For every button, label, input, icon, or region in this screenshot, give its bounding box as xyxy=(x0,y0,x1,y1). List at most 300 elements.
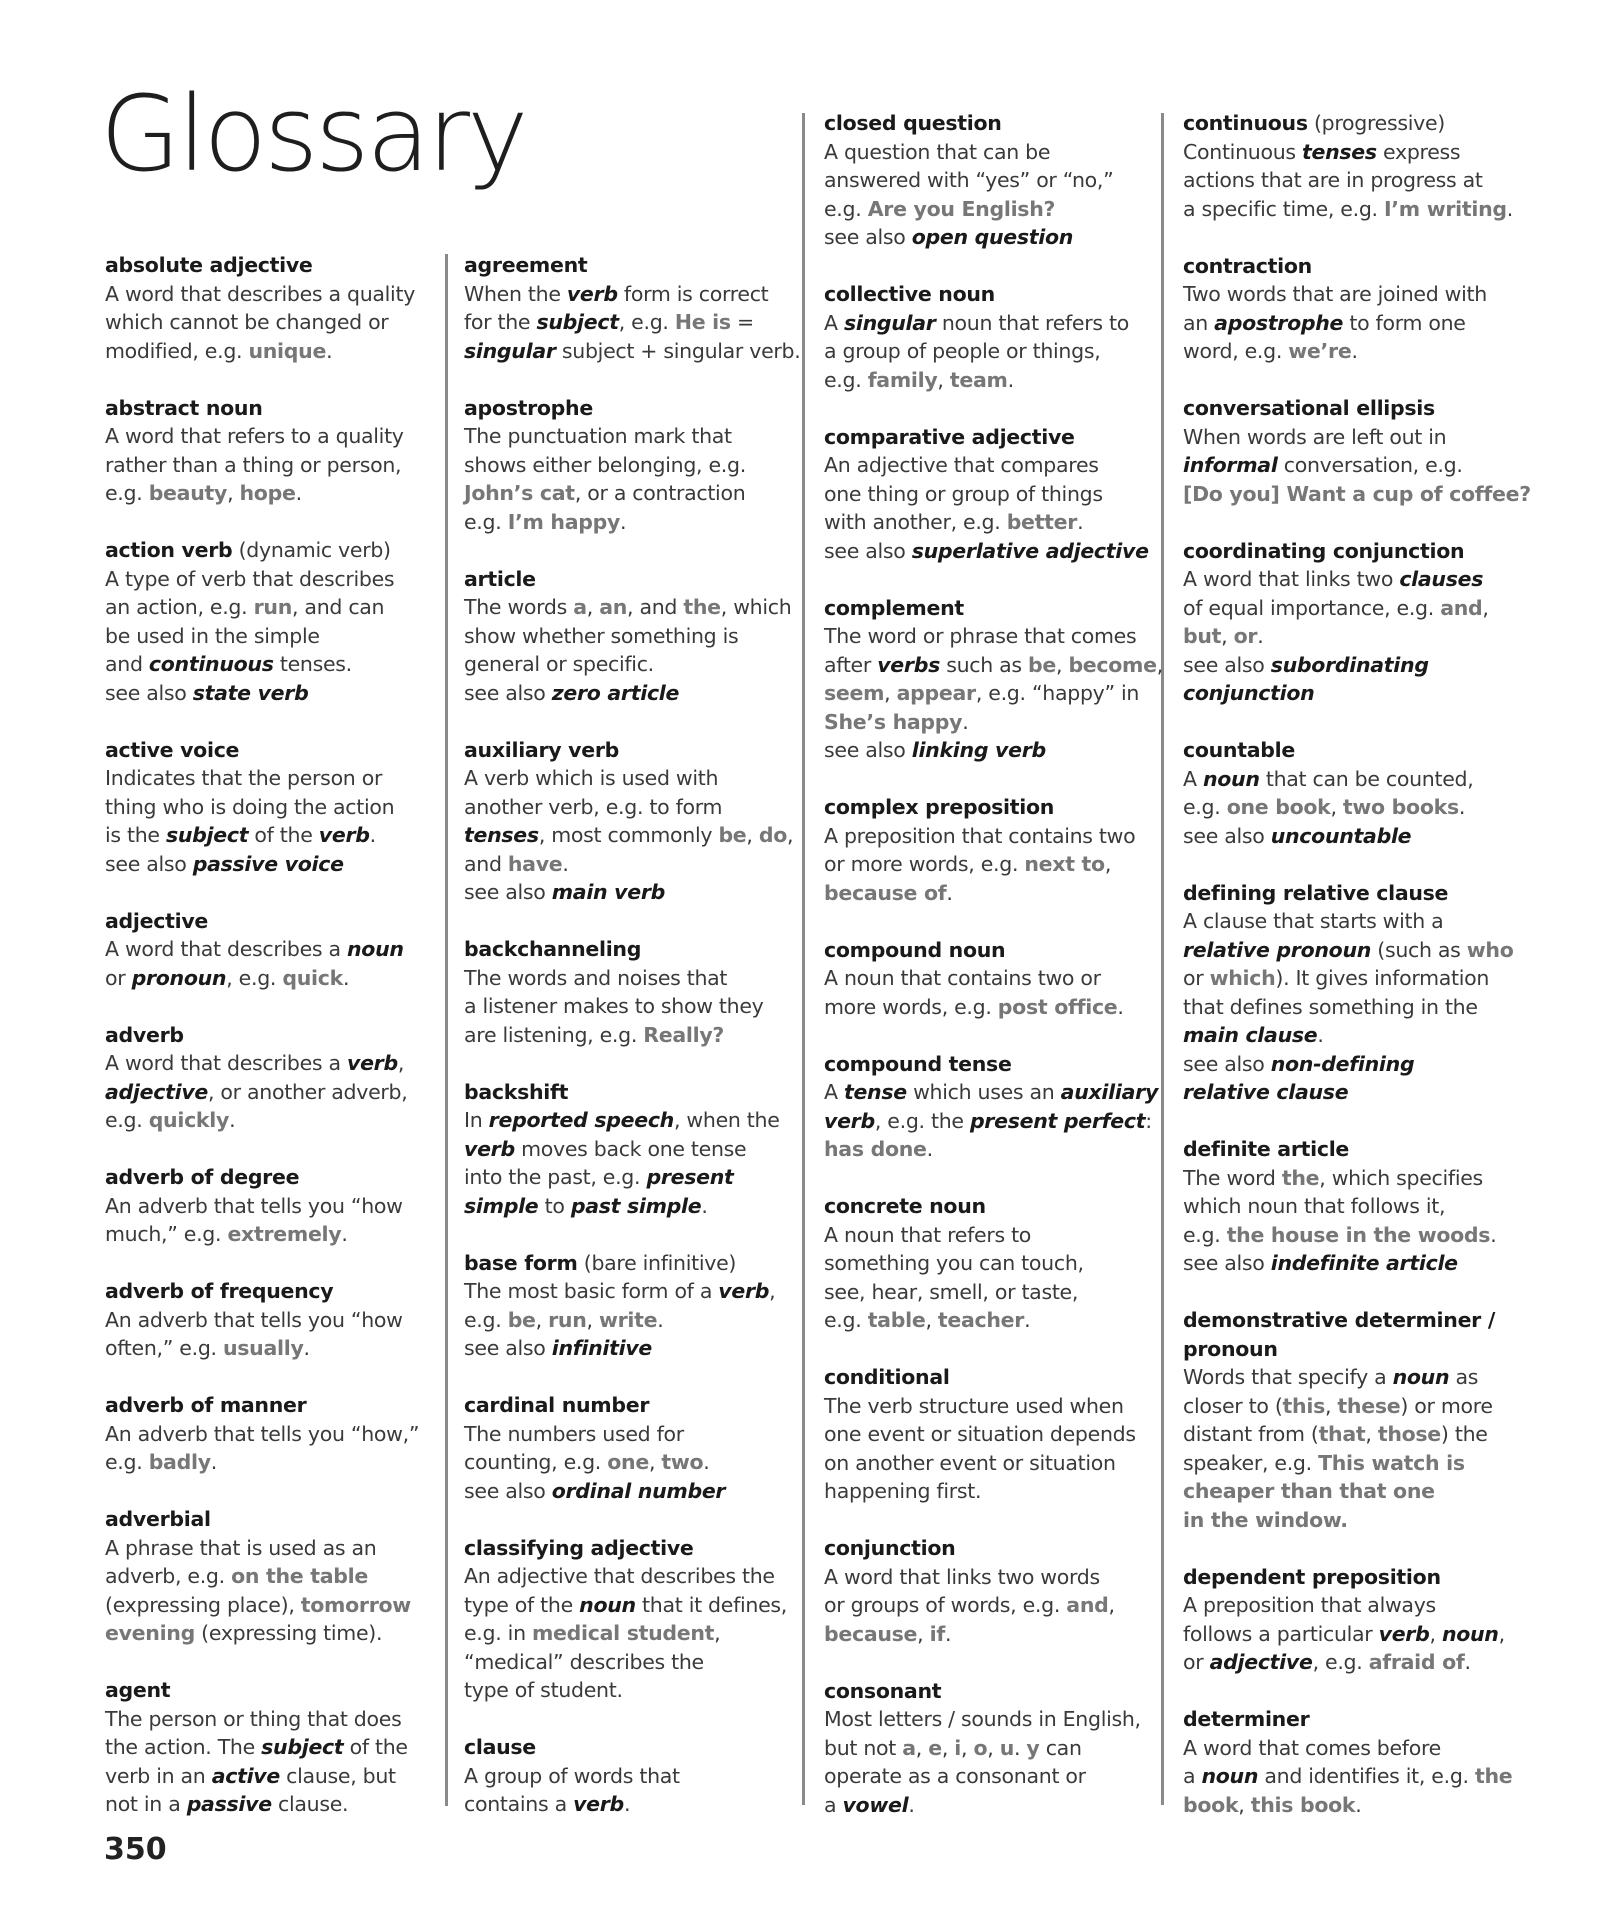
definition-line xyxy=(1183,1249,1523,1278)
definition-text: see also xyxy=(1183,1051,1271,1076)
definition-text: is the xyxy=(105,823,166,847)
definition-line xyxy=(464,764,804,793)
definition-text: A word that links two xyxy=(1183,567,1400,591)
entry-heading-line xyxy=(464,565,804,594)
example-text: She’s happy xyxy=(824,709,963,734)
cross-reference-term: subject xyxy=(165,823,249,847)
definition-text: The numbers used for xyxy=(464,1421,684,1446)
cross-reference-term: verb xyxy=(464,1136,515,1161)
entry-heading-line xyxy=(464,1534,804,1563)
cross-reference-term: main clause xyxy=(1183,1023,1318,1047)
definition-text: A word that describes a quality xyxy=(105,281,416,306)
definition-line xyxy=(464,622,804,651)
definition-text: , xyxy=(1498,1621,1505,1646)
cross-reference-term: singular xyxy=(464,338,556,363)
definition-line xyxy=(824,1705,1164,1734)
definition-line xyxy=(105,479,445,508)
entry-heading-line xyxy=(105,736,445,765)
definition-text: A xyxy=(824,1080,844,1104)
headword: cardinal number xyxy=(464,1393,650,1417)
example-text: next to xyxy=(1024,852,1105,876)
headword: adverb of degree xyxy=(105,1165,300,1189)
definition-text: see also xyxy=(105,851,193,876)
definition-text: into the past, e.g. xyxy=(464,1165,647,1189)
example-text: usually xyxy=(222,1336,304,1360)
definition-text: tenses. xyxy=(273,652,352,676)
example-text: extremely xyxy=(227,1222,342,1246)
definition-text: The punctuation mark that xyxy=(464,424,732,448)
definition-text: , and xyxy=(627,595,684,619)
example-text: have xyxy=(507,851,563,876)
definition-text: , most commonly xyxy=(538,823,719,847)
definition-text: word, e.g. xyxy=(1183,339,1289,363)
definition-text: . xyxy=(703,1450,710,1474)
definition-text: Continuous xyxy=(1183,139,1302,164)
entry-heading-line xyxy=(1183,736,1523,765)
cross-reference-term: tenses xyxy=(464,823,539,847)
headword: definite article xyxy=(1183,1137,1350,1161)
definition-line xyxy=(824,651,1164,680)
cross-reference-term: state verb xyxy=(192,680,309,705)
definition-text: . xyxy=(962,709,969,734)
definition-text: . xyxy=(1007,367,1014,392)
definition-line xyxy=(1183,1791,1523,1820)
glossary-entry xyxy=(464,251,804,365)
definition-line xyxy=(464,1021,804,1050)
definition-text: . xyxy=(562,851,569,876)
cross-reference-term: uncountable xyxy=(1270,823,1412,848)
definition-line xyxy=(464,337,804,366)
definition-text: general or specific. xyxy=(464,652,654,676)
definition-text: . xyxy=(623,1792,631,1816)
definition-text: , xyxy=(586,1307,599,1332)
definition-line xyxy=(464,1192,804,1221)
cross-reference-term: linking verb xyxy=(911,738,1046,762)
definition-text: An adverb that tells you “how xyxy=(105,1193,403,1218)
definition-text: or groups of words, e.g. xyxy=(824,1593,1067,1617)
definition-line xyxy=(464,1648,804,1677)
definition-line xyxy=(1183,195,1523,224)
cross-reference-term: vowel xyxy=(842,1792,909,1817)
definition-line xyxy=(824,451,1164,480)
definition-text: that can be counted, xyxy=(1259,766,1474,791)
entry-heading-line xyxy=(824,423,1164,452)
glossary-entry xyxy=(105,1021,445,1135)
definition-line xyxy=(464,308,804,337)
definition-line xyxy=(464,1420,804,1449)
definition-line xyxy=(824,1221,1164,1250)
example-text: hope xyxy=(239,481,296,505)
headword: conjunction xyxy=(824,1536,956,1560)
definition-line xyxy=(105,1078,445,1107)
definition-text: see also xyxy=(105,680,193,705)
entry-heading-line xyxy=(105,1163,445,1192)
example-text: This watch is xyxy=(1318,1450,1465,1475)
definition-text: as xyxy=(1449,1365,1479,1389)
glossary-entry xyxy=(105,1277,445,1363)
cross-reference-term: relative clause xyxy=(1183,1080,1349,1104)
example-text: I’m happy xyxy=(507,509,621,534)
definition-line xyxy=(824,1591,1164,1620)
entry-heading-line xyxy=(824,793,1164,822)
cross-reference-term: pronoun xyxy=(131,965,227,990)
example-text: Really? xyxy=(643,1022,725,1047)
page-number: 350 xyxy=(104,1832,167,1867)
definition-line xyxy=(824,166,1164,195)
definition-line xyxy=(105,337,445,366)
entry-heading-line xyxy=(105,1021,445,1050)
definition-line xyxy=(1183,679,1523,708)
definition-line xyxy=(1183,309,1523,338)
definition-line xyxy=(464,1135,804,1164)
definition-line xyxy=(824,964,1164,993)
glossary-entry xyxy=(1183,1705,1523,1819)
definition-text: , xyxy=(1108,1593,1115,1617)
definition-text: , xyxy=(1156,652,1163,677)
glossary-entry xyxy=(824,1677,1164,1820)
definition-line xyxy=(105,793,445,822)
cross-reference-term: verb xyxy=(718,1279,770,1303)
cross-reference-term: subject xyxy=(261,1735,344,1759)
definition-text: operate as a consonant or xyxy=(824,1764,1086,1788)
definition-line xyxy=(464,422,804,451)
definition-line xyxy=(1183,1734,1523,1763)
glossary-entry xyxy=(1183,1563,1523,1677)
definition-text: adverb, e.g. xyxy=(105,1564,232,1588)
glossary-entry xyxy=(464,394,804,537)
glossary-entry xyxy=(824,1363,1164,1506)
definition-text: (expressing time). xyxy=(194,1621,383,1645)
definition-text: clause, but xyxy=(279,1763,396,1788)
definition-text: of the xyxy=(343,1735,408,1759)
entry-heading-line xyxy=(1183,1135,1523,1164)
definition-text: , e.g. “happy” in xyxy=(975,681,1140,705)
definition-text: . xyxy=(1355,1792,1362,1817)
glossary-entry xyxy=(1183,252,1523,366)
headword: adjective xyxy=(105,908,208,933)
definition-line xyxy=(464,650,804,679)
definition-line xyxy=(464,1477,804,1506)
definition-text: . xyxy=(342,965,350,990)
definition-text: one thing or group of things xyxy=(824,481,1103,506)
cross-reference-term: singular xyxy=(843,310,936,335)
example-text: these xyxy=(1337,1393,1401,1418)
headword: consonant xyxy=(824,1678,942,1703)
definition-text: (such as xyxy=(1371,937,1467,962)
definition-text: A noun that contains two or xyxy=(824,966,1101,990)
definition-line xyxy=(464,679,804,708)
definition-text: , xyxy=(925,1308,938,1332)
definition-text: , xyxy=(1429,1621,1442,1646)
cross-reference-term: noun xyxy=(1441,1621,1499,1646)
definition-text: e.g. xyxy=(464,1307,508,1332)
example-text: John’s cat xyxy=(464,481,575,505)
headword: conversational ellipsis xyxy=(1183,396,1435,420)
definition-line xyxy=(464,821,804,850)
definition-text: be used in the simple xyxy=(105,623,320,648)
definition-text: A word that describes a xyxy=(105,1051,347,1075)
definition-text: see also xyxy=(464,1478,552,1503)
definition-line xyxy=(105,593,445,622)
definition-line xyxy=(1183,1363,1523,1392)
example-text: beauty xyxy=(148,481,228,505)
example-text: which xyxy=(1209,966,1276,990)
cross-reference-term: open question xyxy=(911,225,1074,249)
example-text: this book xyxy=(1250,1792,1356,1817)
example-text: has done xyxy=(824,1137,927,1161)
entry-heading-line xyxy=(1183,1705,1523,1734)
definition-line xyxy=(464,1790,804,1819)
definition-text: see also xyxy=(824,225,912,249)
definition-line xyxy=(1183,1420,1523,1449)
definition-line xyxy=(105,280,445,309)
definition-text: Two words that are joined with xyxy=(1183,282,1487,306)
definition-line xyxy=(105,1762,445,1791)
definition-text: , xyxy=(1104,852,1112,876)
definition-line xyxy=(1183,1648,1523,1677)
definition-text: with another, e.g. xyxy=(824,510,1007,534)
definition-text: e.g. xyxy=(824,367,868,392)
definition-text: contains a xyxy=(464,1792,574,1816)
glossary-entry xyxy=(464,1534,804,1705)
entry-heading-line xyxy=(824,1050,1164,1079)
entry-heading-line xyxy=(464,935,804,964)
example-text: table xyxy=(867,1308,926,1332)
entry-heading-line xyxy=(105,251,445,280)
definition-text: , xyxy=(1365,1422,1378,1446)
cross-reference-term: simple xyxy=(464,1193,539,1218)
definition-line xyxy=(1183,822,1523,851)
example-text: or xyxy=(1233,624,1258,648)
definition-line xyxy=(1183,793,1523,822)
entry-heading-line xyxy=(1183,1306,1523,1335)
headword: auxiliary verb xyxy=(464,737,620,762)
definition-line xyxy=(105,308,445,337)
definition-text: . xyxy=(295,481,302,505)
definition-text: or xyxy=(1183,1650,1210,1674)
definition-line xyxy=(105,1448,445,1477)
entry-heading-line xyxy=(105,1676,445,1705)
entry-heading-line xyxy=(464,1391,804,1420)
example-text: and xyxy=(1066,1593,1109,1617)
definition-text: form is correct xyxy=(617,281,769,306)
glossary-column-3 xyxy=(824,109,1164,1848)
definition-line xyxy=(1183,1021,1523,1050)
definition-text: , xyxy=(397,1051,405,1075)
example-text: u xyxy=(999,1735,1014,1760)
headword: base form xyxy=(464,1250,578,1275)
glossary-column-2 xyxy=(464,251,804,1847)
cross-reference-term: noun xyxy=(347,937,404,961)
glossary-entry xyxy=(824,1050,1164,1164)
definition-line xyxy=(824,1078,1164,1107)
headword: complex preposition xyxy=(824,795,1055,819)
definition-line xyxy=(464,1676,804,1705)
headword: adverb of frequency xyxy=(105,1279,334,1303)
definition-line xyxy=(1183,1078,1523,1107)
headword: action verb xyxy=(105,538,233,562)
definition-text: and identifies it, e.g. xyxy=(1258,1764,1475,1788)
definition-text: not in a xyxy=(105,1792,187,1816)
definition-text: A xyxy=(1183,766,1203,791)
definition-text: shows either belonging, e.g. xyxy=(464,452,746,477)
definition-line xyxy=(464,1334,804,1363)
definition-text: , xyxy=(227,481,240,505)
example-text: badly xyxy=(148,1450,211,1474)
cross-reference-term: verb xyxy=(824,1108,875,1133)
headword: agreement xyxy=(464,253,588,277)
example-text: but xyxy=(1183,624,1222,648)
definition-line xyxy=(824,679,1164,708)
definition-text: which cannot be changed or xyxy=(105,310,389,334)
headword: compound noun xyxy=(824,937,1006,962)
definition-text: another verb, e.g. to form xyxy=(464,794,723,819)
cross-reference-term: verb xyxy=(1378,1621,1430,1646)
definition-text: , xyxy=(746,823,759,847)
entry-heading-line xyxy=(824,109,1164,138)
definition-text: . xyxy=(1351,339,1358,363)
definition-line xyxy=(1183,765,1523,794)
definition-line xyxy=(824,1420,1164,1449)
definition-text: something you can touch, xyxy=(824,1251,1084,1275)
cross-reference-term: informal xyxy=(1183,453,1278,477)
glossary-entry xyxy=(1183,1306,1523,1534)
glossary-entry xyxy=(105,1163,445,1249)
example-text: one book xyxy=(1226,795,1331,819)
definition-text: to form one xyxy=(1343,310,1466,335)
definition-text: A word that describes a xyxy=(105,937,347,961)
definition-text: The most basic form of a xyxy=(464,1279,719,1303)
definition-line xyxy=(824,1791,1164,1820)
entry-heading-line xyxy=(824,1363,1164,1392)
definition-line xyxy=(464,964,804,993)
glossary-entry xyxy=(464,565,804,708)
definition-line xyxy=(1183,907,1523,936)
entry-heading-line xyxy=(824,936,1164,965)
entry-heading-line xyxy=(824,1677,1164,1706)
definition-text: or xyxy=(1183,966,1210,990)
definition-line xyxy=(464,479,804,508)
definition-line xyxy=(464,1591,804,1620)
headword: complement xyxy=(824,595,964,620)
example-text: run xyxy=(253,595,292,619)
definition-text: subject + singular verb. xyxy=(555,338,801,363)
definition-text: The words and noises that xyxy=(464,965,728,990)
glossary-entry xyxy=(105,736,445,879)
definition-text: a xyxy=(1183,1764,1202,1788)
example-text: I’m writing xyxy=(1383,196,1507,221)
definition-text: of equal importance, e.g. xyxy=(1183,595,1441,620)
definition-text: a listener makes to show they xyxy=(464,994,764,1018)
definition-line xyxy=(464,451,804,480)
definition-text: (expressing place), xyxy=(105,1592,301,1617)
page-title: Glossary xyxy=(100,73,526,195)
entry-heading-line xyxy=(105,1391,445,1420)
definition-line xyxy=(105,679,445,708)
definition-line xyxy=(824,537,1164,566)
definition-line xyxy=(1183,1050,1523,1079)
definition-line xyxy=(464,1106,804,1135)
definition-line xyxy=(105,1790,445,1819)
example-text: teacher xyxy=(937,1308,1025,1332)
glossary-entry xyxy=(824,1192,1164,1335)
cross-reference-term: past simple xyxy=(570,1193,702,1218)
headword: dependent preposition xyxy=(1183,1564,1441,1589)
cross-reference-term: passive voice xyxy=(192,851,344,876)
definition-line xyxy=(1183,936,1523,965)
entry-heading-line xyxy=(1183,1335,1523,1364)
definition-text: An adjective that compares xyxy=(824,453,1099,477)
definition-text: A word that refers to a quality xyxy=(105,424,404,448)
example-text: a xyxy=(573,595,587,619)
example-text: team xyxy=(949,367,1008,392)
definition-line xyxy=(1183,166,1523,195)
definition-text: A xyxy=(824,310,844,335)
glossary-entry xyxy=(105,1676,445,1819)
definition-text: see also xyxy=(1183,823,1271,848)
glossary-entry xyxy=(105,1391,445,1477)
definition-line xyxy=(105,1705,445,1734)
definition-line xyxy=(105,1562,445,1591)
example-text: be xyxy=(718,823,747,847)
glossary-column-4 xyxy=(1183,109,1531,1848)
definition-text: . xyxy=(341,1222,348,1246)
definition-line xyxy=(1183,1506,1523,1535)
cross-reference-term: verb xyxy=(318,823,370,847)
cross-reference-term: infinitive xyxy=(551,1336,652,1360)
entry-heading-line xyxy=(824,280,1164,309)
glossary-entry xyxy=(824,936,1164,1022)
definition-line xyxy=(824,1477,1164,1506)
cross-reference-term: present perfect xyxy=(969,1108,1146,1133)
example-text: Are you English? xyxy=(867,196,1056,221)
definition-line xyxy=(105,1591,445,1620)
cross-reference-term: subject xyxy=(536,310,619,334)
definition-line xyxy=(464,1562,804,1591)
definition-text: , xyxy=(937,367,950,392)
example-text: tomorrow xyxy=(300,1592,411,1617)
definition-text: . xyxy=(946,880,953,905)
definition-line xyxy=(1183,1591,1523,1620)
entry-heading-line xyxy=(824,1192,1164,1221)
entry-heading-line xyxy=(464,394,804,423)
glossary-entry xyxy=(1183,394,1531,508)
definition-line xyxy=(464,280,804,309)
definition-line xyxy=(105,964,445,993)
glossary-entry xyxy=(1183,736,1523,850)
definition-text: A clause that starts with a xyxy=(1183,909,1444,933)
definition-text: A preposition that always xyxy=(1183,1593,1436,1617)
cross-reference-term: noun xyxy=(1202,766,1260,791)
definition-text: closer to ( xyxy=(1183,1393,1283,1418)
definition-text: , xyxy=(987,1735,1000,1760)
definition-text: of the xyxy=(248,823,319,847)
definition-line xyxy=(1183,622,1523,651)
definition-line xyxy=(464,1619,804,1648)
definition-text: A phrase that is used as an xyxy=(105,1535,377,1560)
definition-line xyxy=(1183,1477,1523,1506)
definition-text: e.g. xyxy=(105,1108,149,1132)
example-text: medical student xyxy=(531,1621,715,1645)
definition-text: moves back one tense xyxy=(514,1136,747,1161)
example-text: one xyxy=(607,1450,649,1474)
example-text: post office xyxy=(997,994,1118,1019)
definition-line xyxy=(824,1762,1164,1791)
headword: classifying adjective xyxy=(464,1535,694,1560)
headword: apostrophe xyxy=(464,395,593,420)
entry-heading-line xyxy=(464,1078,804,1107)
definition-text: : xyxy=(1145,1108,1152,1133)
